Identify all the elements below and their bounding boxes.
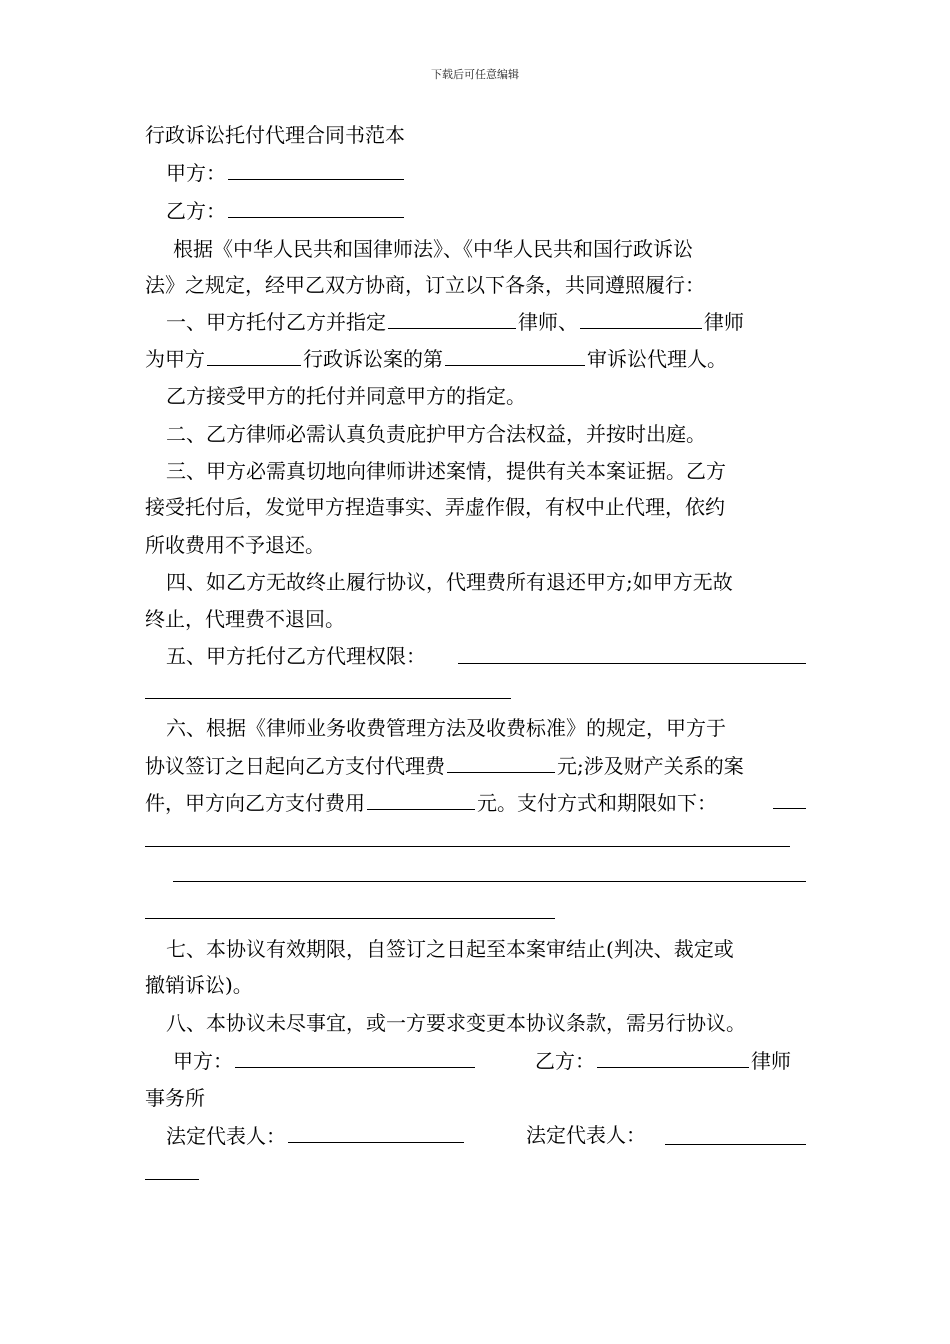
clause-1-text-b: 律师、	[518, 310, 578, 334]
party-b-line	[166, 197, 406, 224]
payment-terms-blank-4	[145, 917, 555, 919]
signature-party-a-blank	[235, 1047, 475, 1068]
instance-blank	[445, 345, 585, 366]
property-fee-blank	[367, 789, 475, 810]
preamble-line-1: 根据《中华人民共和国律师法》、《中华人民共和国行政诉讼	[173, 237, 693, 261]
clause-6-line-1: 六、根据《律师业务收费管理方法及收费标准》的规定，甲方于	[166, 716, 726, 740]
clause-5-text: 五、甲方托付乙方代理权限：	[166, 644, 426, 668]
payment-terms-blank-3	[173, 880, 806, 882]
clause-7-line-2: 撤销诉讼)。	[145, 973, 253, 997]
legal-rep-b-label: 法定代表人：	[526, 1123, 646, 1147]
legal-rep-a-blank	[288, 1122, 464, 1143]
clause-1-text-c: 律师	[704, 310, 744, 334]
signature-party-b-suffix: 律师	[751, 1049, 791, 1073]
payment-terms-blank-1	[773, 807, 806, 809]
clause-1-line-1	[166, 308, 744, 335]
party-a-line	[166, 159, 406, 186]
clause-1-text-f: 审诉讼代理人。	[587, 347, 727, 371]
clause-6-text-a: 协议签订之日起向乙方支付代理费	[145, 754, 445, 778]
page-header-note: 下载后可任意编辑	[431, 68, 519, 81]
payment-terms-blank-2	[145, 845, 790, 847]
clause-6-line-3	[145, 789, 717, 816]
signature-party-b-firm: 事务所	[145, 1086, 205, 1110]
signature-party-b	[535, 1047, 791, 1074]
authority-blank-1	[458, 662, 806, 664]
party-b-blank	[228, 197, 404, 218]
legal-rep-a-label: 法定代表人：	[166, 1124, 286, 1148]
clause-6-text-d: 元。支付方式和期限如下：	[477, 791, 717, 815]
clause-1-accept: 乙方接受甲方的托付并同意甲方的指定。	[166, 384, 526, 408]
signature-party-a-label: 甲方：	[173, 1049, 233, 1073]
legal-rep-b-blank-2	[145, 1178, 199, 1180]
party-a-blank	[228, 159, 404, 180]
party-a-label: 甲方：	[166, 161, 226, 185]
agency-fee-blank	[447, 752, 555, 773]
document-title: 行政诉讼托付代理合同书范本	[145, 123, 405, 147]
lawyer-1-blank	[388, 308, 516, 329]
clause-5-line	[166, 643, 426, 669]
clause-2: 二、乙方律师必需认真负责庇护甲方合法权益，并按时出庭。	[166, 422, 706, 446]
clause-7-line-1: 七、本协议有效期限，自签订之日起至本案审结止(判决、裁定或	[166, 937, 734, 961]
signature-party-b-blank	[597, 1047, 749, 1068]
clause-8: 八、本协议未尽事宜，或一方要求变更本协议条款，需另行协议。	[166, 1011, 746, 1035]
clause-1-text-a: 一、甲方托付乙方并指定	[166, 310, 386, 334]
authority-blank-2	[145, 697, 511, 699]
case-name-blank	[207, 345, 301, 366]
clause-1-text-e: 行政诉讼案的第	[303, 347, 443, 371]
legal-rep-b-blank-1	[665, 1143, 806, 1145]
lawyer-2-blank	[580, 308, 702, 329]
clause-3-line-2: 接受托付后，发觉甲方捏造事实、弄虚作假，有权中止代理，依约	[145, 495, 725, 519]
preamble-line-2: 法》之规定，经甲乙双方协商，订立以下各条，共同遵照履行：	[145, 273, 705, 297]
clause-3-line-1: 三、甲方必需真切地向律师讲述案情，提供有关本案证据。乙方	[166, 459, 726, 483]
clause-6-text-b: 元;涉及财产关系的案	[557, 754, 744, 778]
clause-1-line-2	[145, 345, 727, 372]
party-b-label: 乙方：	[166, 199, 226, 223]
clause-6-text-c: 件，甲方向乙方支付费用	[145, 791, 365, 815]
signature-party-b-label: 乙方：	[535, 1049, 595, 1073]
clause-4-line-1: 四、如乙方无故终止履行协议，代理费所有退还甲方;如甲方无故	[166, 570, 733, 594]
clause-3-line-3: 所收费用不予退还。	[145, 533, 325, 557]
clause-6-line-2	[145, 752, 744, 779]
legal-rep-a	[166, 1122, 466, 1149]
clause-4-line-2: 终止，代理费不退回。	[145, 607, 345, 631]
legal-rep-b	[526, 1122, 646, 1148]
clause-1-text-d: 为甲方	[145, 347, 205, 371]
signature-party-a	[173, 1047, 477, 1074]
